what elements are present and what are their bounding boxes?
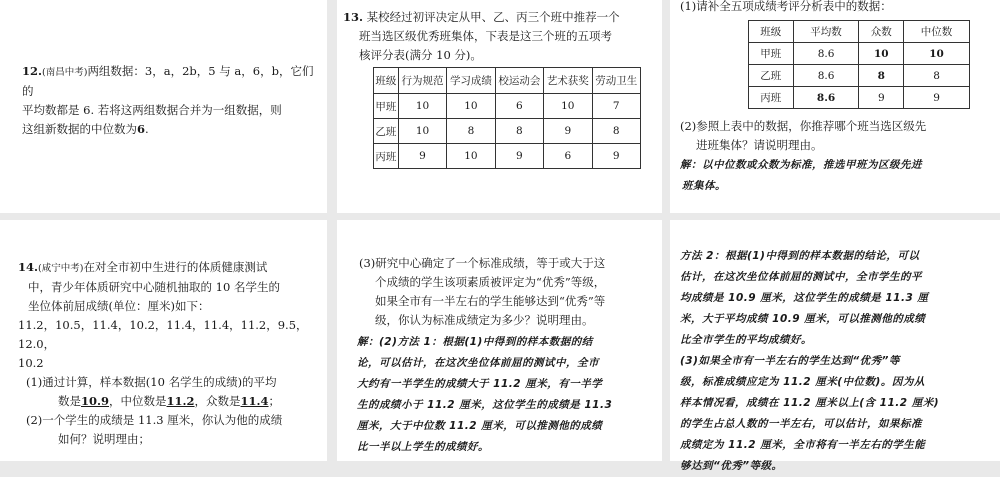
table-row bbox=[749, 87, 970, 109]
q12-line2: 平均数都是 6. 若将这两组数据合并为一组数据，则 bbox=[22, 103, 282, 117]
table-cell: 9 bbox=[495, 144, 543, 169]
table-cell: 9 bbox=[592, 144, 640, 169]
q14-part3: (3)研究中心确定了一个标准成绩，等于或大于这 个成绩的学生该项素质被评定为“优秀”等级， 如果全市有一半左右的学生能够达到“优秀”等 级，你认为标准成绩定为多少？说明理由。 bbox=[359, 256, 606, 327]
q13-score-table bbox=[373, 67, 641, 169]
table-header-cell: 众数 bbox=[859, 21, 904, 43]
q14-mean-answer: 10.9 bbox=[81, 394, 110, 408]
table-cell: 10 bbox=[398, 119, 446, 144]
panel-q13 bbox=[337, 0, 662, 213]
table-cell: 8.6 bbox=[793, 65, 859, 87]
table-header-cell: 校运动会 bbox=[495, 68, 543, 94]
q13-answer: 解：以中位数或众数为标准，推选甲班为区级先进 班集体。 bbox=[680, 159, 922, 192]
table-cell: 9 bbox=[398, 144, 446, 169]
table-cell: 8 bbox=[904, 65, 970, 87]
q12-answer: 6 bbox=[137, 122, 146, 136]
q14-median-answer: 11.2 bbox=[166, 394, 195, 408]
table-header-cell: 艺术获奖 bbox=[544, 68, 592, 94]
panel-q14-cont bbox=[337, 220, 662, 461]
table-cell: 10 bbox=[859, 43, 904, 65]
q14-part1-answers: 数是10.9，中位数是11.2，众数是11.4； bbox=[58, 394, 281, 408]
table-header-cell: 劳动卫生 bbox=[592, 68, 640, 94]
q13-part1: (1)请补全五项成绩考评分析表中的数据： bbox=[680, 0, 892, 13]
table-row bbox=[749, 43, 970, 65]
q12-line3: 这组新数据的中位数为6. bbox=[22, 122, 149, 136]
table-header-cell: 平均数 bbox=[793, 21, 859, 43]
table-row bbox=[374, 144, 641, 169]
table-cell: 丙班 bbox=[374, 144, 399, 169]
table-header-cell: 班级 bbox=[374, 68, 399, 94]
table-header-cell: 行为规范 bbox=[398, 68, 446, 94]
table-header-row bbox=[374, 68, 641, 94]
table-cell: 10 bbox=[544, 94, 592, 119]
table-row bbox=[374, 94, 641, 119]
q14-mode-answer: 11.4 bbox=[240, 394, 269, 408]
table-cell: 8 bbox=[495, 119, 543, 144]
table-cell: 8 bbox=[447, 119, 495, 144]
table-cell: 7 bbox=[592, 94, 640, 119]
table-cell: 8 bbox=[859, 65, 904, 87]
table-cell: 9 bbox=[544, 119, 592, 144]
table-cell: 乙班 bbox=[749, 65, 794, 87]
table-cell: 10 bbox=[447, 94, 495, 119]
table-cell: 甲班 bbox=[374, 94, 399, 119]
q12-source: (南昌中考) bbox=[42, 67, 88, 78]
q13-text: 13. 某校经过初评决定从甲、乙、丙三个班中推荐一个 班当选区级优秀班集体，下表是这三个班的五项考 核评分表(满分 10 分)。 bbox=[343, 10, 620, 62]
panel-q12 bbox=[0, 0, 327, 213]
q14-answer-method1: 解：(2)方法 1：根据(1)中得到的样本数据的结 论，可以估计，在这次坐位体前屈的测试中，全市 大约有一半学生的成绩大于 11.2 厘米，有一半学 生的成绩小于 11.2 厘米，这位学生的成绩是 11.3 厘米，大于中位数 11.2 厘米，可以推测他的成绩 比一半以上学生的成绩好。 bbox=[357, 336, 613, 453]
table-cell: 8.6 bbox=[793, 87, 859, 109]
table-cell: 8.6 bbox=[793, 43, 859, 65]
q12-number: 12. bbox=[22, 64, 43, 78]
table-cell: 6 bbox=[495, 94, 543, 119]
table-cell: 10 bbox=[398, 94, 446, 119]
q14-answer-method2: 方法 2：根据(1)中得到的样本数据的结论，可以 估计，在这次坐位体前屈的测试中，全市学生的平 均成绩是 10.9 厘米，这位学生的成绩是 11.3 厘 米，大于平均成绩 10.9 厘米，可以推测他的成绩 比全市学生的平均成绩好。 (3)如果全市有一半左右的学生达到“优秀”等 级，标准成绩应定为 11.2 厘米(中位数)。因为从 样本情况看，成绩在 11.2 厘米以上(含 11.2 厘米) 的学生占总人数的一半左右，可以估计，如果标准 成绩定为 11.2 厘米，全市将有一半左右的学生能 够达到“优秀”等级。 bbox=[680, 250, 940, 472]
table-cell: 8 bbox=[592, 119, 640, 144]
table-cell: 10 bbox=[904, 43, 970, 65]
table-header-cell: 班级 bbox=[749, 21, 794, 43]
panel-q14 bbox=[0, 220, 327, 461]
q14-text: 14.(咸宁中考)在对全市初中生进行的体质健康测试 中，青少年体质研究中心随机抽取的 10 名学生的 坐位体前屈成绩(单位：厘米)如下： 11.2，10.5，11.4，10.2，11.4，11.4，11.2，9.5，12.0， 10.2 (1)通过计算，样本数据(10 名学生的成绩)的平均 数是10.9，中位数是11.2，众数是11.4； (2)一个学生的成绩是 11.3 厘米，你认为他的成绩 如何？说明理由； bbox=[18, 258, 323, 449]
table-row bbox=[374, 119, 641, 144]
q14-source: (咸宁中考) bbox=[38, 263, 84, 274]
table-header-cell: 学习成绩 bbox=[447, 68, 495, 94]
table-cell: 9 bbox=[859, 87, 904, 109]
panel-q13-cont bbox=[670, 0, 1000, 213]
table-cell: 6 bbox=[544, 144, 592, 169]
table-cell: 乙班 bbox=[374, 119, 399, 144]
table-cell: 甲班 bbox=[749, 43, 794, 65]
q12-text bbox=[22, 62, 322, 139]
q13-analysis-table bbox=[748, 20, 970, 109]
table-cell: 9 bbox=[904, 87, 970, 109]
q12-line1: 12.(南昌中考)两组数据：3，a，2b，5 与 a，6，b，它们的 bbox=[22, 64, 314, 98]
table-cell: 10 bbox=[447, 144, 495, 169]
table-header-row bbox=[749, 21, 970, 43]
table-cell: 丙班 bbox=[749, 87, 794, 109]
q13-number: 13. bbox=[343, 10, 364, 24]
panel-q14-cont2 bbox=[670, 220, 1000, 472]
q14-number: 14. bbox=[18, 260, 39, 274]
table-row bbox=[749, 65, 970, 87]
table-header-cell: 中位数 bbox=[904, 21, 970, 43]
q13-part2: (2)参照上表中的数据，你推荐哪个班当选区级先 进班集体？请说明理由。 bbox=[680, 119, 927, 152]
